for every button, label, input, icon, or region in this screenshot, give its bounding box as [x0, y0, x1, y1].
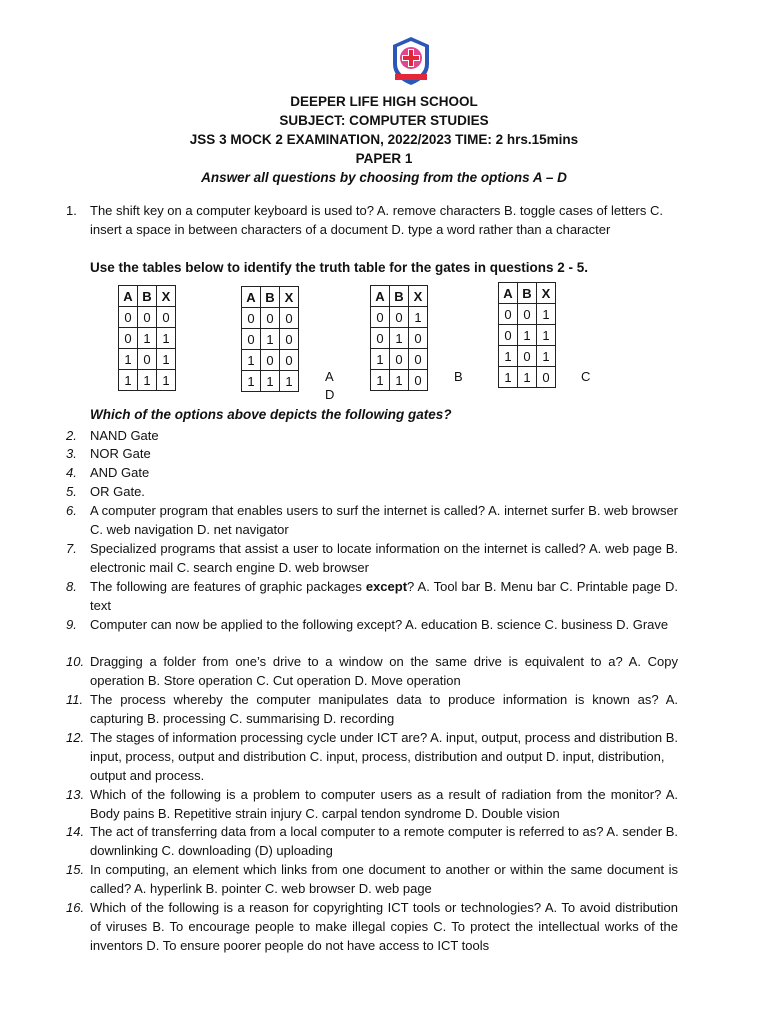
question-6 — [66, 501, 678, 539]
truth-table-1 — [118, 285, 176, 391]
question-4 — [66, 463, 678, 482]
table-cell: 0 — [280, 329, 299, 350]
question-14 — [66, 822, 678, 860]
table-cell: 1 — [138, 328, 157, 349]
question-9 — [66, 615, 678, 634]
table-cell: 1 — [157, 328, 176, 349]
table-cell: X — [280, 287, 299, 308]
question-number: 2. — [66, 428, 77, 443]
question-number: 16. — [66, 900, 85, 915]
school-name: DEEPER LIFE HIGH SCHOOL — [290, 94, 478, 109]
question-number: 12. — [66, 730, 85, 745]
table-cell: 1 — [261, 371, 280, 392]
table-cell: 0 — [138, 307, 157, 328]
truth-table-3 — [370, 285, 428, 391]
table-cell: 1 — [371, 349, 390, 370]
table-row — [119, 349, 176, 370]
table-label-b: B — [454, 369, 463, 384]
question-text: The act of transferring data from a local computer to a remote computer is referred to as? A. sender B. downlinking C. downloading (D) uploading — [90, 824, 678, 858]
table-cell: 1 — [390, 328, 409, 349]
table-cell: A — [499, 283, 518, 304]
table-row — [371, 307, 428, 328]
table-cell: 0 — [499, 325, 518, 346]
table-cell: X — [157, 286, 176, 307]
table-cell: 0 — [537, 367, 556, 388]
question-number: 4. — [66, 465, 77, 480]
question-number: 9. — [66, 617, 77, 632]
table-cell: B — [390, 286, 409, 307]
question-text: OR Gate. — [90, 484, 145, 499]
table-cell: 1 — [157, 349, 176, 370]
question-text — [90, 577, 678, 615]
question-text: Computer can now be applied to the following except? A. education B. science C. business D. Grave — [90, 617, 669, 632]
question-number: 7. — [66, 541, 77, 556]
truth-table-2 — [241, 286, 299, 392]
table-cell: 1 — [261, 329, 280, 350]
table-cell: 1 — [499, 346, 518, 367]
table-row — [119, 307, 176, 328]
table-cell: B — [138, 286, 157, 307]
question-number: 10. — [66, 654, 85, 669]
table-cell: 1 — [138, 370, 157, 391]
table-cell: 0 — [390, 349, 409, 370]
question-15 — [66, 860, 678, 898]
table-cell: 1 — [537, 346, 556, 367]
subject-line: SUBJECT: COMPUTER STUDIES — [279, 113, 489, 128]
table-cell: 0 — [138, 349, 157, 370]
question-2 — [66, 426, 678, 445]
table-cell: 1 — [280, 371, 299, 392]
table-header-row — [371, 286, 428, 307]
table-cell: 0 — [119, 328, 138, 349]
table-cell: A — [119, 286, 138, 307]
question-11 — [66, 690, 678, 728]
question-7 — [66, 539, 678, 577]
table-cell: 0 — [371, 307, 390, 328]
question-16 — [66, 898, 678, 955]
table-row — [371, 370, 428, 391]
table-row — [119, 328, 176, 349]
except-keyword: except — [365, 579, 408, 594]
table-cell: 1 — [537, 325, 556, 346]
table-cell: 0 — [280, 308, 299, 329]
school-logo-crest — [389, 36, 433, 86]
table-cell: 0 — [499, 304, 518, 325]
table-row — [242, 371, 299, 392]
table-cell: 0 — [157, 307, 176, 328]
question-number: 1. — [66, 203, 77, 218]
table-label-d: D — [325, 387, 335, 402]
table-row — [499, 367, 556, 388]
instruction-line: Answer all questions by choosing from the options A – D — [201, 170, 567, 185]
table-row — [242, 308, 299, 329]
table-cell: B — [261, 287, 280, 308]
question-text: In computing, an element which links from one document to another or within the same document is called? A. hyperlink B. pointer C. web browser D. web page — [90, 862, 678, 896]
table-cell: 1 — [518, 325, 537, 346]
table-cell: X — [409, 286, 428, 307]
question-text-part: ? A. Tool bar B. Menu bar C. Printable page D. text — [90, 579, 678, 613]
table-cell: A — [242, 287, 261, 308]
question-text: The stages of information processing cycle under ICT are? A. input, output, process and distribution B. input, process, output and distribution C. input, process, distribution and output D. input, distribution, output and process. — [90, 730, 678, 783]
table-header-row — [499, 283, 556, 304]
table-cell: 1 — [499, 367, 518, 388]
table-cell: 1 — [518, 367, 537, 388]
question-13 — [66, 785, 678, 823]
table-cell: 0 — [518, 304, 537, 325]
table-cell: 1 — [409, 307, 428, 328]
table-cell: 1 — [242, 350, 261, 371]
question-number: 13. — [66, 787, 85, 802]
question-text: Which of the following is a reason for copyrighting ICT tools or technologies? A. To avoid distribution of viruses B. To encourage people to make illegal copies C. To protect the intellectual works of the inventors D. To ensure poorer people do not have access to ICT tools — [90, 900, 678, 953]
table-cell: 0 — [242, 308, 261, 329]
table-cell: 1 — [537, 304, 556, 325]
table-cell: 0 — [390, 307, 409, 328]
question-number: 8. — [66, 579, 77, 594]
question-text: NOR Gate — [90, 446, 151, 461]
table-cell: 0 — [409, 349, 428, 370]
table-row — [499, 346, 556, 367]
paper-line: PAPER 1 — [355, 151, 413, 166]
question-1 — [66, 201, 678, 239]
question-text: Dragging a folder from one’s drive to a window on the same drive is equivalent to a? A. Copy operation B. Store operation C. Cut operation D. Move operation — [90, 654, 678, 688]
table-cell: 0 — [242, 329, 261, 350]
table-label-c: C — [581, 369, 591, 384]
question-12 — [66, 728, 678, 785]
table-cell: B — [518, 283, 537, 304]
table-cell: 0 — [371, 328, 390, 349]
table-row — [242, 329, 299, 350]
table-cell: 1 — [371, 370, 390, 391]
question-10 — [66, 652, 678, 690]
options-question: Which of the options above depicts the following gates? — [90, 407, 452, 422]
question-text: AND Gate — [90, 465, 150, 480]
question-text: Specialized programs that assist a user to locate information on the internet is called? A. web page B. electronic mail C. search engine D. web browser — [90, 541, 678, 575]
question-number: 6. — [66, 503, 77, 518]
table-cell: 0 — [518, 346, 537, 367]
table-row — [499, 325, 556, 346]
table-label-a: A — [325, 369, 334, 384]
table-cell: X — [537, 283, 556, 304]
table-cell: 0 — [119, 307, 138, 328]
question-text: A computer program that enables users to surf the internet is called? A. internet surfer B. web browser C. web navigation D. net navigator — [90, 503, 678, 537]
table-cell: 0 — [280, 350, 299, 371]
question-text: NAND Gate — [90, 428, 159, 443]
truth-table-4 — [498, 282, 556, 388]
table-cell: 1 — [119, 349, 138, 370]
question-number: 11. — [66, 692, 84, 707]
tables-instruction: Use the tables below to identify the truth table for the gates in questions 2 - 5. — [90, 260, 589, 275]
question-number: 3. — [66, 446, 77, 461]
table-cell: 0 — [261, 308, 280, 329]
table-header-row — [242, 287, 299, 308]
table-row — [371, 349, 428, 370]
question-text: The shift key on a computer keyboard is used to? A. remove characters B. toggle cases of letters C. insert a space in between characters of a document D. type a word rather than a character — [90, 203, 664, 237]
table-header-row — [119, 286, 176, 307]
question-number: 14. — [66, 824, 85, 839]
table-cell: 1 — [157, 370, 176, 391]
table-cell: A — [371, 286, 390, 307]
question-text: The process whereby the computer manipulates data to produce information is known as? A. capturing B. processing C. summarising D. recording — [90, 692, 678, 726]
table-cell: 1 — [119, 370, 138, 391]
table-cell: 0 — [409, 328, 428, 349]
question-text: Which of the following is a problem to computer users as a result of radiation from the monitor? A. Body pains B. Repetitive strain injury C. carpal tendon syndrome D. Double vision — [90, 787, 678, 821]
table-cell: 0 — [261, 350, 280, 371]
table-cell: 1 — [242, 371, 261, 392]
question-5 — [66, 482, 678, 501]
table-row — [119, 370, 176, 391]
question-8 — [66, 577, 678, 615]
question-text-part: The following are features of graphic packages — [90, 579, 366, 594]
question-3 — [66, 444, 678, 463]
question-number: 15. — [66, 862, 85, 877]
table-row — [371, 328, 428, 349]
exam-line: JSS 3 MOCK 2 EXAMINATION, 2022/2023 TIME: 2 hrs.15mins — [189, 132, 579, 147]
table-row — [499, 304, 556, 325]
table-row — [242, 350, 299, 371]
table-cell: 1 — [390, 370, 409, 391]
question-number: 5. — [66, 484, 77, 499]
table-cell: 0 — [409, 370, 428, 391]
